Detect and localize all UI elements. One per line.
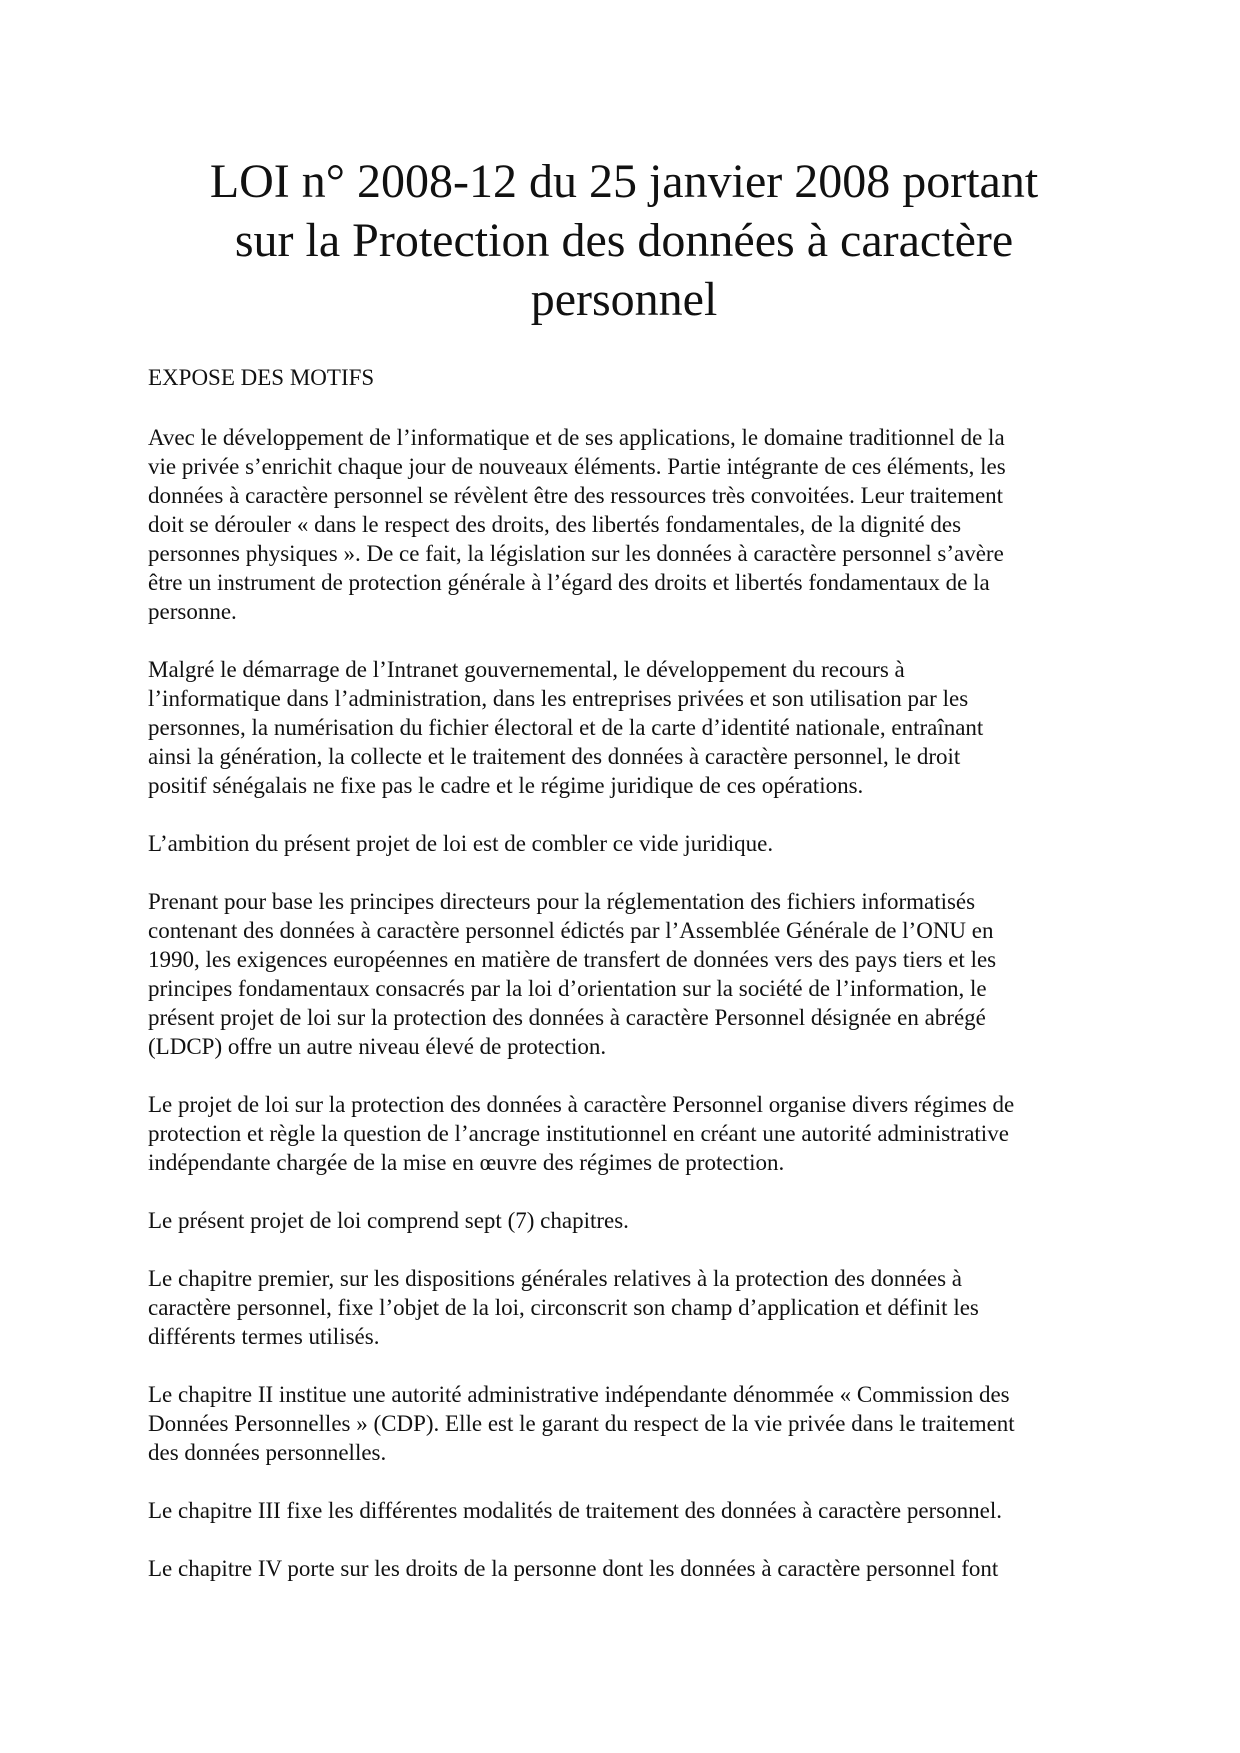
text-line: Prenant pour base les principes directeurs pour la réglementation des fichiers informatisés: [148, 889, 976, 914]
text-line: Le présent projet de loi comprend sept (7) chapitres.: [148, 1208, 629, 1233]
paragraph-1: [148, 423, 1100, 626]
text-line: Malgré le démarrage de l’Intranet gouvernemental, le développement du recours à: [148, 657, 905, 682]
paragraph-10: [148, 1554, 1100, 1583]
title-line-3: personnel: [530, 273, 718, 326]
text-line: Le chapitre II institue une autorité administrative indépendante dénommée « Commission des: [148, 1382, 1010, 1407]
text-line: ainsi la génération, la collecte et le traitement des données à caractère personnel, le droit: [148, 744, 961, 769]
text-line: contenant des données à caractère personnel édictés par l’Assemblée Générale de l’ONU en: [148, 918, 994, 943]
paragraph-8: [148, 1380, 1100, 1467]
paragraph-7: [148, 1264, 1100, 1351]
paragraph-3: [148, 829, 1100, 858]
text-line: 1990, les exigences européennes en matière de transfert de données vers des pays tiers et les: [148, 947, 997, 972]
text-line: caractère personnel, fixe l’objet de la loi, circonscrit son champ d’application et définit les: [148, 1295, 979, 1320]
text-line: personne.: [148, 599, 237, 624]
text-line: des données personnelles.: [148, 1440, 387, 1465]
document-title: [148, 152, 1100, 329]
text-line: (LDCP) offre un autre niveau élevé de protection.: [148, 1034, 607, 1059]
text-line: positif sénégalais ne fixe pas le cadre et le régime juridique de ces opérations.: [148, 773, 864, 798]
text-line: Données Personnelles » (CDP). Elle est le garant du respect de la vie privée dans le traitement: [148, 1411, 1015, 1436]
paragraph-6: [148, 1206, 1100, 1235]
title-line-1: LOI n° 2008-12 du 25 janvier 2008 portant: [209, 155, 1039, 208]
paragraph-9: [148, 1496, 1100, 1525]
title-line-2: sur la Protection des données à caractère: [234, 214, 1014, 267]
text-line: présent projet de loi sur la protection des données à caractère Personnel désignée en abrégé: [148, 1005, 986, 1030]
text-line: personnes physiques ». De ce fait, la législation sur les données à caractère personnel s’avère: [148, 541, 1004, 566]
text-line: Avec le développement de l’informatique et de ses applications, le domaine traditionnel de la: [148, 425, 1005, 450]
paragraph-5: [148, 1090, 1100, 1177]
paragraph-4: [148, 887, 1100, 1061]
text-line: indépendante chargée de la mise en œuvre des régimes de protection.: [148, 1150, 785, 1175]
text-line: différents termes utilisés.: [148, 1324, 380, 1349]
section-heading: EXPOSE DES MOTIFS: [148, 365, 375, 390]
paragraph-2: [148, 655, 1100, 800]
text-line: Le chapitre premier, sur les dispositions générales relatives à la protection des données à: [148, 1266, 963, 1291]
text-line: l’informatique dans l’administration, dans les entreprises privées et son utilisation par les: [148, 686, 969, 711]
text-line: Le chapitre III fixe les différentes modalités de traitement des données à caractère personnel.: [148, 1498, 1003, 1523]
text-line: L’ambition du présent projet de loi est de combler ce vide juridique.: [148, 831, 774, 856]
text-line: doit se dérouler « dans le respect des droits, des libertés fondamentales, de la dignité des: [148, 512, 962, 537]
text-line: Le chapitre IV porte sur les droits de la personne dont les données à caractère personnel font: [148, 1556, 999, 1581]
text-line: données à caractère personnel se révèlent être des ressources très convoitées. Leur traitement: [148, 483, 1004, 508]
text-line: vie privée s’enrichit chaque jour de nouveaux éléments. Partie intégrante de ces éléments, les: [148, 454, 1006, 479]
text-line: Le projet de loi sur la protection des données à caractère Personnel organise divers régimes de: [148, 1092, 1015, 1117]
text-line: être un instrument de protection générale à l’égard des droits et libertés fondamentaux de la: [148, 570, 990, 595]
text-line: principes fondamentaux consacrés par la loi d’orientation sur la société de l’information, le: [148, 976, 987, 1001]
text-line: protection et règle la question de l’ancrage institutionnel en créant une autorité administrative: [148, 1121, 1009, 1146]
text-line: personnes, la numérisation du fichier électoral et de la carte d’identité nationale, entraînant: [148, 715, 984, 740]
